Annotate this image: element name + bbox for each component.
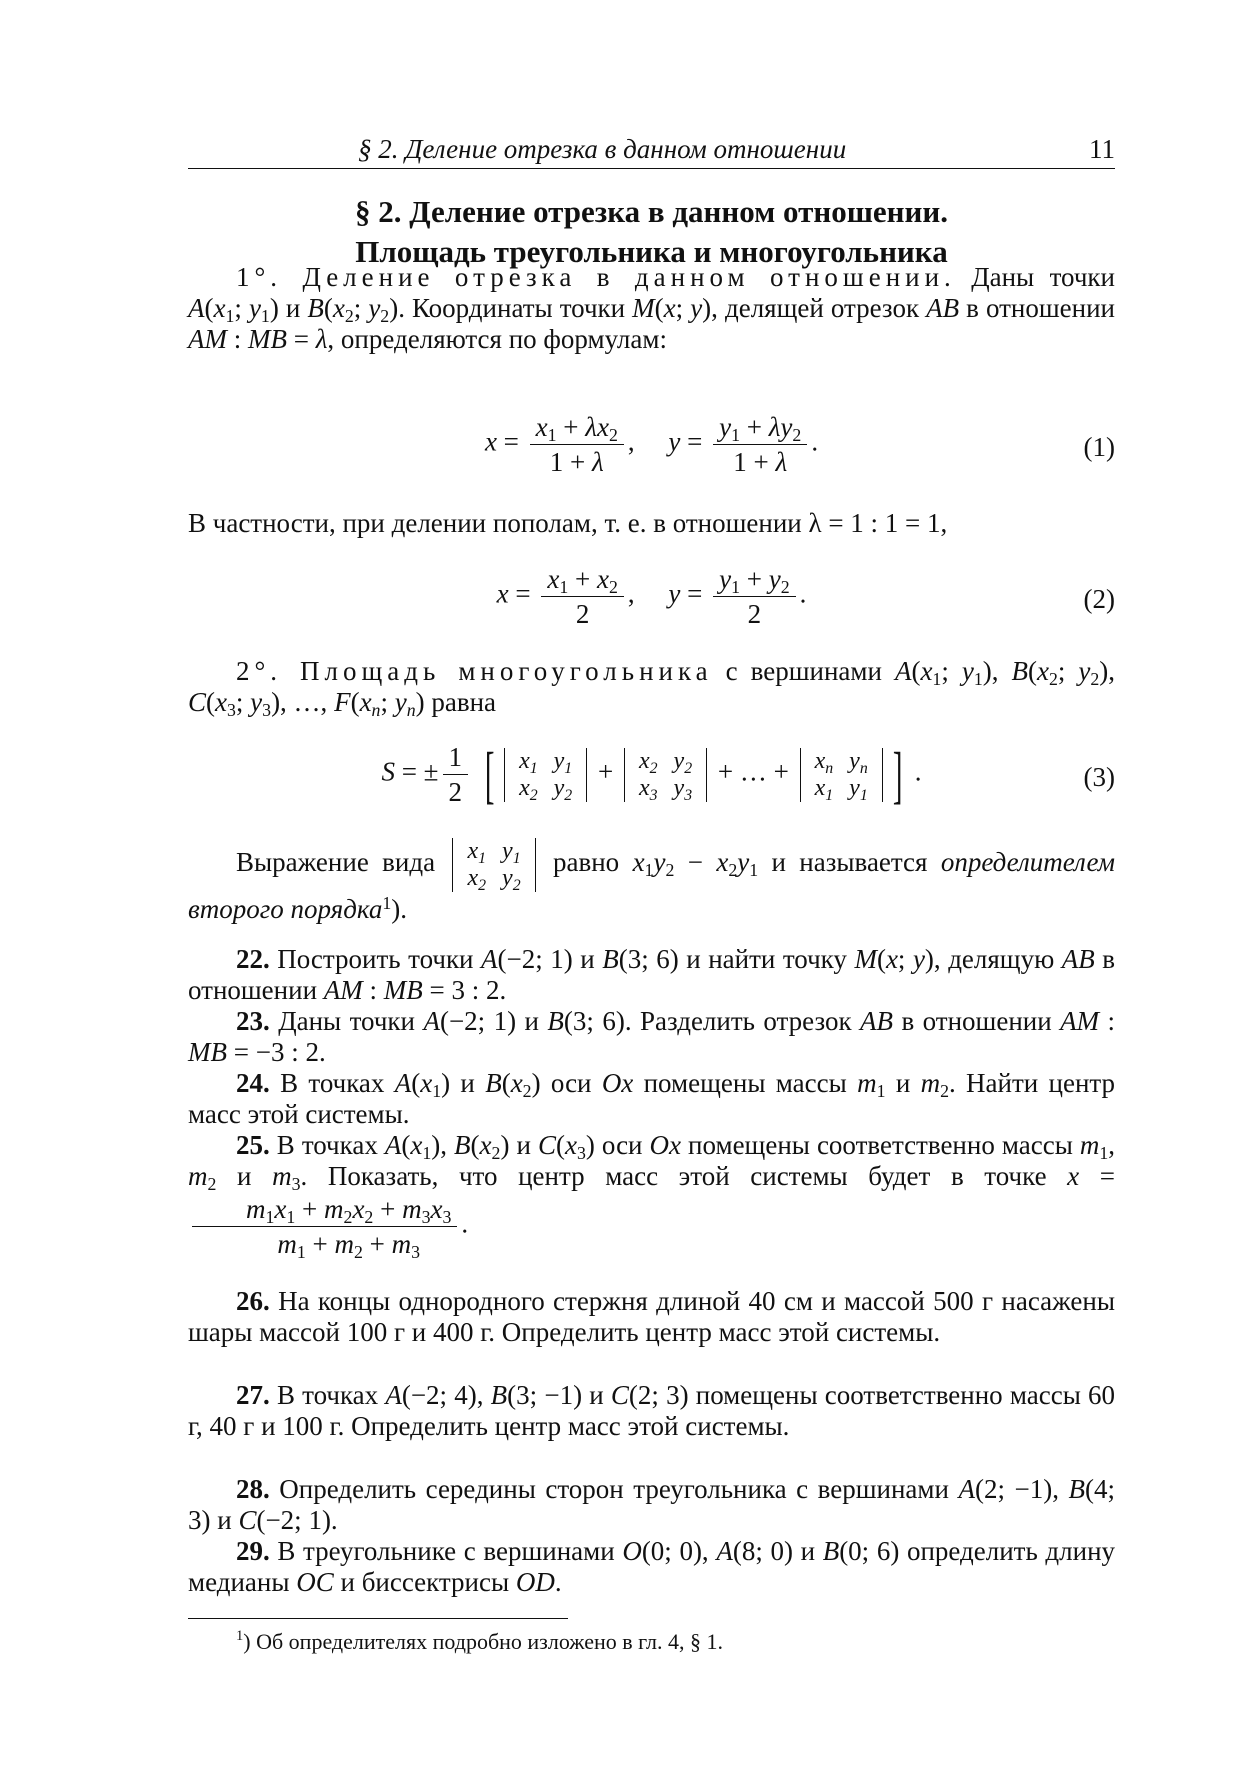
- paragraph-area: 2°. Площадь многоугольника с вершинами $A(x_1$; $y_1$), $B(x_2$; $y_2$), $C(x_3$; $y_3$), …, $F(x_n$; $y_n$) равна: [188, 656, 1115, 720]
- problem-27: 27. В точках A(−2; 4), B(3; −1) и C(2; 3) помещены соответственно массы 60 г, 40 г и 100 г. Определить центр масс этой системы.: [188, 1380, 1116, 1441]
- problem-28: 28. Определить середины сторон треугольника с вершинами A(2; −1), B(4; 3) и C(−2; 1).: [188, 1474, 1115, 1535]
- paragraph-division: 1°. Деление отрезка в данном отношении. Даны точки $A(x_1$; $y_1$) и $B(x_2$; $y_2$). Координаты точки M(x; y), делящей отрезок AB в отношении AM : MB = λ, определяются по формулам:: [188, 262, 1115, 354]
- footnote-text: ) Об определителях подробно изложено в гл. 4, § 1.: [243, 1629, 724, 1654]
- header-rule: [188, 168, 1115, 169]
- paragraph-lead: 1°. Деление отрезка в данном отношении.: [236, 262, 956, 292]
- footnote-rule: [188, 1618, 568, 1619]
- page-number: 11: [1089, 134, 1115, 164]
- problem-22: 22. Построить точки A(−2; 1) и B(3; 6) и найти точку M(x; y), делящую AB в отношении AM : MB = 3 : 2.: [188, 944, 1116, 1005]
- formula-1: x = $\frac{x_1 + \lambda x_2}{1 + \lambda}$ , y = $\frac{y_1 + \lambda y_2}{1 + \lambda}$ . (1): [484, 412, 1115, 477]
- problem-29: 29. В треугольнике с вершинами O(0; 0), A(8; 0) и B(0; 6) определить длину медианы OC и биссектрисы OD.: [188, 1536, 1116, 1597]
- section-title: [188, 192, 1115, 272]
- equation-number-2: (2): [1083, 584, 1115, 614]
- equation-number-1: (1): [1083, 432, 1115, 462]
- section-title-line1: § 2. Деление отрезка в данном отношении.: [354, 194, 948, 229]
- problem-24: 24. В точках $A(x_1)$ и $B(x_2)$ оси Ox помещены массы $m_1$ и $m_2$. Найти центр масс этой системы.: [188, 1068, 1116, 1129]
- emphasis-term: определителем второго порядка: [188, 847, 1116, 924]
- footnote-mark: 1: [236, 1628, 244, 1644]
- problem-23: 23. Даны точки A(−2; 1) и B(3; 6). Разделить отрезок AB в отношении AM : MB = −3 : 2.: [188, 1006, 1116, 1067]
- problem-26: 26. На концы однородного стержня длиной 40 см и массой 500 г насажены шары массой 100 г и 400 г. Определить центр масс этой системы.: [188, 1286, 1115, 1347]
- paragraph-lead: 2°. Площадь многоугольника: [236, 656, 713, 686]
- formula-3: S = ± $\frac{1}{2}$ [ $x_1$ $y_1$ $x_2$ $y_2$ + $x_2$ $y_2$ $x_3$ $y_3$ + … + $x_n$ $y_n$ $x_1$ $y_1$ ] . (3): [381, 738, 1115, 810]
- paragraph-determinant: Выражение вида $x_1$ $y_1$ $x_2$ $y_2$ равно $x_1y_2 - x_2y_1$ и называется определителем второго порядка$^1$).: [188, 838, 1116, 924]
- footnote-ref: 1: [382, 893, 392, 913]
- formula-2: x = $\frac{x_1 + x_2}{2}$ , y = $\frac{y_1 + y_2}{2}$ . (2): [496, 564, 1115, 629]
- section-title-line2: Площадь треугольника и многоугольника: [355, 234, 948, 269]
- paragraph-midpoint: В частности, при делении пополам, т. е. в отношении λ = 1 : 1 = 1,: [188, 508, 948, 538]
- footnote: [188, 1628, 1115, 1656]
- running-header: [188, 134, 1115, 168]
- equation-number-3: (3): [1083, 762, 1115, 792]
- problem-25: 25. В точках $A(x_1)$, $B(x_2)$ и $C(x_3)$ оси Ox помещены соответственно массы $m_1$, $m_2$ и $m_3$. Показать, что центр масс этой системы будет в точке x = $\frac{m_1x_1 + m_2x_2 + m_3x_3}{m_1 + m_2 + m_3}$ .: [188, 1130, 1116, 1262]
- running-header-title: § 2. Деление отрезка в данном отношении: [358, 134, 847, 164]
